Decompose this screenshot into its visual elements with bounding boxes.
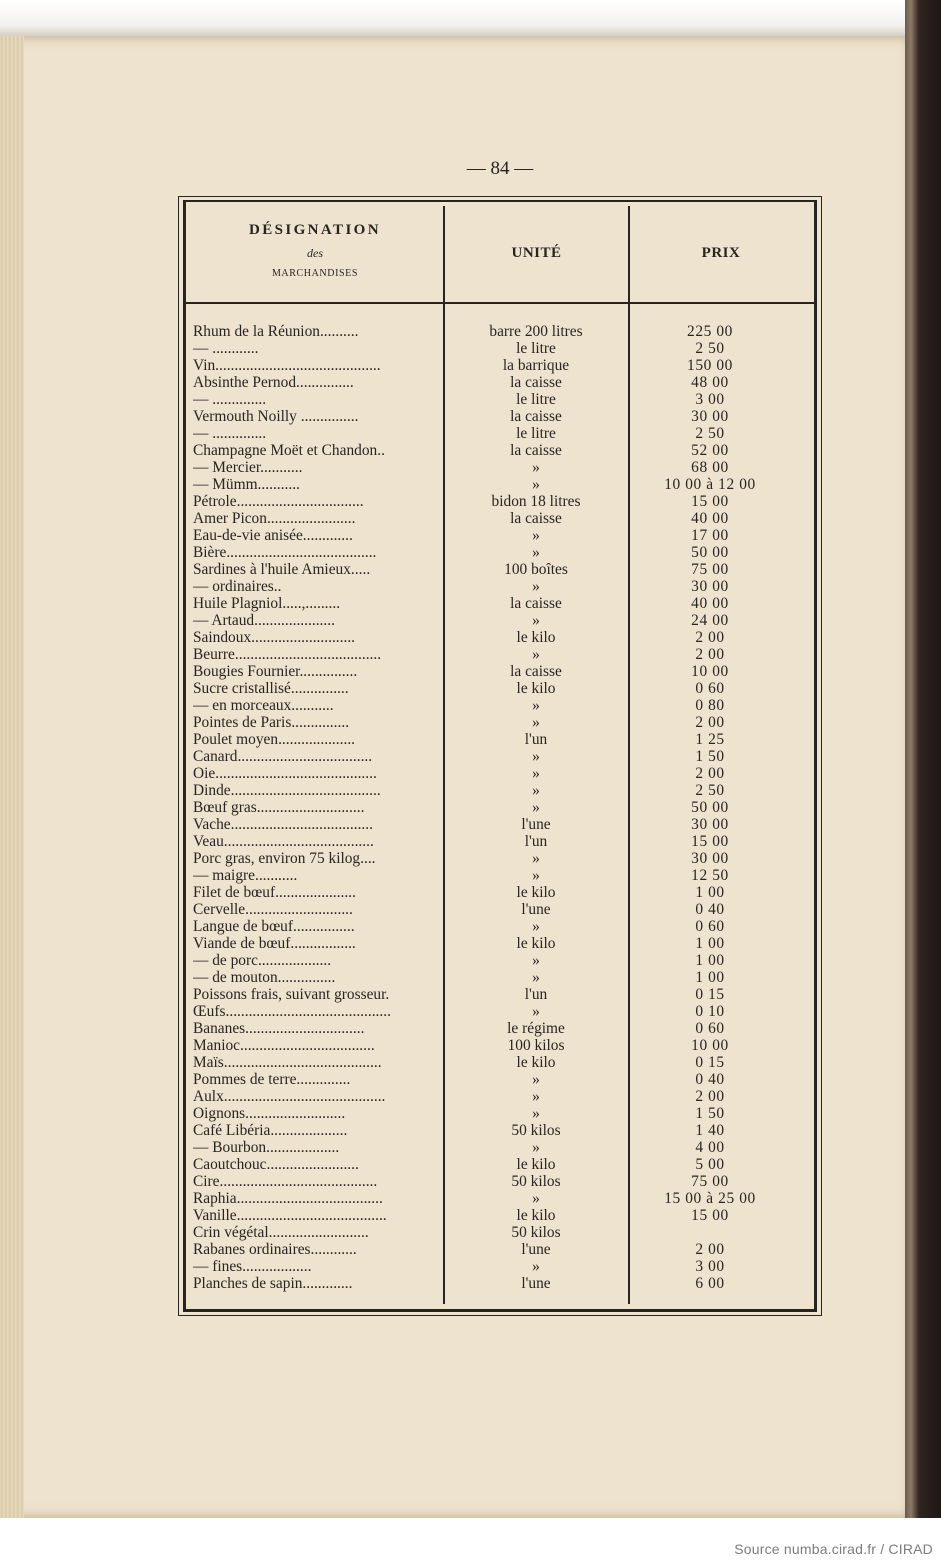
merchandise-name: — Mümm........... — [193, 476, 300, 493]
merchandise-name: Raphia...................................... — [193, 1190, 383, 1207]
merchandise-price: 2 00 — [695, 765, 725, 782]
table-row — [190, 357, 810, 374]
merchandise-name: Aulx.......................................... — [193, 1088, 386, 1105]
merchandise-price: 10 00 — [691, 1037, 729, 1054]
merchandise-name: Crin végétal.......................... — [193, 1224, 369, 1241]
table-row — [190, 493, 810, 510]
table-row — [190, 595, 810, 612]
table-row — [190, 527, 810, 544]
table-row — [190, 1105, 810, 1122]
table-row — [190, 1275, 810, 1292]
merchandise-unit: » — [532, 612, 540, 629]
merchandise-unit: l'une — [521, 1275, 551, 1292]
merchandise-unit: » — [532, 1003, 540, 1020]
table-row — [190, 765, 810, 782]
merchandise-name: Vin........................................... — [193, 357, 381, 374]
merchandise-price: 30 00 — [691, 850, 729, 867]
table-row — [190, 1173, 810, 1190]
merchandise-price: 15 00 — [691, 833, 729, 850]
merchandise-unit: » — [532, 459, 540, 476]
table-row — [190, 374, 810, 391]
merchandise-price: 75 00 — [691, 561, 729, 578]
merchandise-unit: » — [532, 1190, 540, 1207]
merchandise-price: 1 50 — [695, 1105, 725, 1122]
merchandise-name: — ............ — [193, 340, 259, 357]
table-row — [190, 391, 810, 408]
merchandise-name: Bière....................................... — [193, 544, 377, 561]
merchandise-price: 2 50 — [695, 340, 725, 357]
merchandise-name: Pointes de Paris............... — [193, 714, 350, 731]
merchandise-name: — maigre........... — [193, 867, 298, 884]
book-binding-edge — [905, 0, 941, 1566]
merchandise-unit: » — [532, 578, 540, 595]
merchandise-name: Planches de sapin............. — [193, 1275, 353, 1292]
merchandise-price: 225 00 — [687, 323, 733, 340]
merchandise-unit: » — [532, 1258, 540, 1275]
table-row — [190, 1156, 810, 1173]
merchandise-unit: » — [532, 799, 540, 816]
table-row — [190, 867, 810, 884]
merchandise-unit: 50 kilos — [511, 1122, 561, 1139]
merchandise-price: 75 00 — [691, 1173, 729, 1190]
merchandise-unit: » — [532, 1139, 540, 1156]
merchandise-price: 0 80 — [695, 697, 725, 714]
merchandise-price: 50 00 — [691, 544, 729, 561]
merchandise-unit: » — [532, 969, 540, 986]
table-row — [190, 969, 810, 986]
merchandise-name: — en morceaux........... — [193, 697, 334, 714]
merchandise-price: 0 15 — [695, 986, 725, 1003]
merchandise-price: 30 00 — [691, 816, 729, 833]
merchandise-name: Amer Picon....................... — [193, 510, 356, 527]
merchandise-price: 2 00 — [695, 629, 725, 646]
merchandise-unit: 50 kilos — [511, 1224, 561, 1241]
table-row — [190, 884, 810, 901]
table-row — [190, 1037, 810, 1054]
merchandise-name: Rhum de la Réunion.......... — [193, 323, 359, 340]
merchandise-name: Pétrole................................. — [193, 493, 364, 510]
merchandise-unit: le kilo — [516, 1207, 556, 1224]
merchandise-name: — .............. — [193, 425, 267, 442]
table-row — [190, 731, 810, 748]
merchandise-unit: le kilo — [516, 935, 556, 952]
merchandise-price: 1 40 — [695, 1122, 725, 1139]
merchandise-name: Cire......................................... — [193, 1173, 378, 1190]
merchandise-name: Caoutchouc........................ — [193, 1156, 359, 1173]
merchandise-unit: la caisse — [510, 374, 562, 391]
merchandise-name: — de porc................... — [193, 952, 332, 969]
table-row — [190, 833, 810, 850]
merchandise-unit: » — [532, 1071, 540, 1088]
table-row — [190, 544, 810, 561]
merchandise-unit: » — [532, 527, 540, 544]
table-row — [190, 323, 810, 340]
merchandise-price: 30 00 — [691, 578, 729, 595]
merchandise-unit: » — [532, 765, 540, 782]
merchandise-unit: la caisse — [510, 595, 562, 612]
merchandise-name: Vermouth Noilly ............... — [193, 408, 359, 425]
merchandise-name: Saindoux........................... — [193, 629, 356, 646]
merchandise-unit: la caisse — [510, 663, 562, 680]
merchandise-unit: la caisse — [510, 442, 562, 459]
table-row — [190, 476, 810, 493]
table-row — [190, 408, 810, 425]
merchandise-price: 2 50 — [695, 782, 725, 799]
merchandise-name: Sucre cristallisé............... — [193, 680, 349, 697]
table-row — [190, 340, 810, 357]
merchandise-price: 3 00 — [695, 1258, 725, 1275]
merchandise-unit: » — [532, 850, 540, 867]
table-row — [190, 1190, 810, 1207]
merchandise-unit: l'un — [524, 731, 548, 748]
table-row — [190, 816, 810, 833]
merchandise-unit: bidon 18 litres — [491, 493, 581, 510]
scanner-top-margin — [0, 0, 941, 40]
table-row — [190, 986, 810, 1003]
table-row — [190, 799, 810, 816]
merchandise-name: Porc gras, environ 75 kilog.... — [193, 850, 376, 867]
merchandise-price: 4 00 — [695, 1139, 725, 1156]
merchandise-name: Bougies Fournier............... — [193, 663, 358, 680]
merchandise-name: Absinthe Pernod............... — [193, 374, 354, 391]
merchandise-name: Langue de bœuf................ — [193, 918, 355, 935]
merchandise-price: 0 10 — [695, 1003, 725, 1020]
table-row — [190, 1207, 810, 1224]
merchandise-unit: le kilo — [516, 1054, 556, 1071]
merchandise-price: 17 00 — [691, 527, 729, 544]
table-row — [190, 425, 810, 442]
header-marchandises: MARCHANDISES — [271, 268, 359, 279]
merchandise-unit: » — [532, 714, 540, 731]
merchandise-name: Rabanes ordinaires............ — [193, 1241, 357, 1258]
table-row — [190, 1003, 810, 1020]
merchandise-name: Sardines à l'huile Amieux..... — [193, 561, 371, 578]
table-row — [190, 680, 810, 697]
merchandise-name: — de mouton............... — [193, 969, 336, 986]
merchandise-unit: l'une — [521, 1241, 551, 1258]
merchandise-price: 50 00 — [691, 799, 729, 816]
merchandise-unit: l'un — [524, 833, 548, 850]
merchandise-unit: » — [532, 646, 540, 663]
merchandise-unit: le litre — [516, 340, 556, 357]
merchandise-price: 52 00 — [691, 442, 729, 459]
merchandise-unit: l'une — [521, 901, 551, 918]
merchandise-name: Canard................................... — [193, 748, 373, 765]
merchandise-price: 1 00 — [695, 969, 725, 986]
merchandise-unit: le litre — [516, 391, 556, 408]
table-row — [190, 782, 810, 799]
merchandise-price: 0 40 — [695, 1071, 725, 1088]
merchandise-price: 0 40 — [695, 901, 725, 918]
table-row — [190, 663, 810, 680]
table-row — [190, 1122, 810, 1139]
merchandise-unit: 50 kilos — [511, 1173, 561, 1190]
merchandise-name: Maïs......................................... — [193, 1054, 382, 1071]
table-row — [190, 442, 810, 459]
merchandise-name: Huile Plagniol.....,......... — [193, 595, 341, 612]
header-designation: DÉSIGNATION — [249, 222, 381, 238]
merchandise-name: Oignons.......................... — [193, 1105, 346, 1122]
table-row — [190, 1071, 810, 1088]
merchandise-name: — Bourbon................... — [193, 1139, 340, 1156]
merchandise-unit: » — [532, 697, 540, 714]
merchandise-price: 0 60 — [695, 1020, 725, 1037]
merchandise-price: 1 00 — [695, 935, 725, 952]
merchandise-name: Beurre...................................... — [193, 646, 382, 663]
merchandise-name: Poulet moyen.................... — [193, 731, 356, 748]
table-row — [190, 629, 810, 646]
price-table-body — [190, 323, 810, 1292]
merchandise-name: Poissons frais, suivant grosseur. — [193, 986, 390, 1003]
merchandise-price: 2 00 — [695, 1241, 725, 1258]
merchandise-unit: » — [532, 918, 540, 935]
merchandise-price: 2 50 — [695, 425, 725, 442]
merchandise-unit: la caisse — [510, 510, 562, 527]
merchandise-price: 24 00 — [691, 612, 729, 629]
table-row — [190, 901, 810, 918]
merchandise-name: — ordinaires.. — [193, 578, 282, 595]
header-des: des — [307, 246, 323, 260]
table-row — [190, 1258, 810, 1275]
merchandise-price: 15 00 à 25 00 — [664, 1190, 756, 1207]
table-row — [190, 850, 810, 867]
merchandise-price: 150 00 — [687, 357, 733, 374]
table-row — [190, 935, 810, 952]
table-row — [190, 697, 810, 714]
merchandise-price: 5 00 — [695, 1156, 725, 1173]
merchandise-unit: » — [532, 544, 540, 561]
merchandise-unit: la barrique — [502, 357, 570, 374]
merchandise-price: 10 00 à 12 00 — [664, 476, 756, 493]
merchandise-price: 0 60 — [695, 680, 725, 697]
merchandise-unit: l'une — [521, 816, 551, 833]
merchandise-name: Manioc................................... — [193, 1037, 375, 1054]
merchandise-price: 10 00 — [691, 663, 729, 680]
table-row — [190, 578, 810, 595]
table-row — [190, 1241, 810, 1258]
merchandise-name: Dinde....................................... — [193, 782, 381, 799]
merchandise-price: 15 00 — [691, 1207, 729, 1224]
merchandise-price: 48 00 — [691, 374, 729, 391]
header-divider — [186, 302, 814, 304]
table-row — [190, 952, 810, 969]
table-row — [190, 561, 810, 578]
merchandise-name: — .............. — [193, 391, 267, 408]
merchandise-price: 6 00 — [695, 1275, 725, 1292]
merchandise-name: Eau-de-vie anisée............. — [193, 527, 353, 544]
merchandise-price: 1 00 — [695, 884, 725, 901]
table-row — [190, 1088, 810, 1105]
merchandise-price: 12 50 — [691, 867, 729, 884]
merchandise-name: Œufs........................................... — [193, 1003, 391, 1020]
merchandise-unit: le kilo — [516, 680, 556, 697]
merchandise-unit: » — [532, 1105, 540, 1122]
merchandise-unit: le régime — [507, 1020, 565, 1037]
table-row — [190, 1224, 810, 1241]
merchandise-name: Pommes de terre.............. — [193, 1071, 351, 1088]
merchandise-unit: » — [532, 952, 540, 969]
merchandise-unit: le kilo — [516, 629, 556, 646]
merchandise-name: Café Libéria.................... — [193, 1122, 348, 1139]
merchandise-unit: » — [532, 867, 540, 884]
merchandise-unit: » — [532, 1088, 540, 1105]
merchandise-name: Veau....................................... — [193, 833, 374, 850]
merchandise-price: 2 00 — [695, 714, 725, 731]
merchandise-price: 0 15 — [695, 1054, 725, 1071]
merchandise-unit: la caisse — [510, 408, 562, 425]
merchandise-unit: 100 boîtes — [504, 561, 568, 578]
merchandise-name: — Mercier........... — [193, 459, 303, 476]
table-row — [190, 714, 810, 731]
merchandise-name: — fines.................. — [193, 1258, 312, 1275]
merchandise-price: 30 00 — [691, 408, 729, 425]
merchandise-price: 2 00 — [695, 1088, 725, 1105]
table-row — [190, 612, 810, 629]
merchandise-price: 15 00 — [691, 493, 729, 510]
header-unit: UNITÉ — [511, 245, 562, 261]
merchandise-price: 1 25 — [695, 731, 725, 748]
table-row — [190, 748, 810, 765]
merchandise-name: Bananes............................... — [193, 1020, 365, 1037]
merchandise-name: — Artaud..................... — [193, 612, 335, 629]
merchandise-price: 2 00 — [695, 646, 725, 663]
table-row — [190, 459, 810, 476]
merchandise-unit: l'un — [524, 986, 548, 1003]
merchandise-name: Vanille....................................... — [193, 1207, 387, 1224]
page-number: — 84 — — [466, 158, 534, 179]
table-row — [190, 1020, 810, 1037]
merchandise-price: 68 00 — [691, 459, 729, 476]
merchandise-unit: » — [532, 476, 540, 493]
merchandise-price: 40 00 — [691, 595, 729, 612]
merchandise-unit: le kilo — [516, 884, 556, 901]
merchandise-price: 1 50 — [695, 748, 725, 765]
merchandise-unit: » — [532, 748, 540, 765]
merchandise-name: Vache..................................... — [193, 816, 373, 833]
merchandise-price: 1 00 — [695, 952, 725, 969]
merchandise-price: 40 00 — [691, 510, 729, 527]
table-row — [190, 918, 810, 935]
merchandise-name: Bœuf gras............................ — [193, 799, 365, 816]
merchandise-unit: le litre — [516, 425, 556, 442]
merchandise-unit: 100 kilos — [507, 1037, 565, 1054]
merchandise-unit: barre 200 litres — [489, 323, 583, 340]
merchandise-unit: le kilo — [516, 1156, 556, 1173]
merchandise-name: Champagne Moët et Chandon.. — [193, 442, 385, 459]
merchandise-price: 0 60 — [695, 918, 725, 935]
table-row — [190, 646, 810, 663]
table-row — [190, 1139, 810, 1156]
merchandise-name: Filet de bœuf..................... — [193, 884, 356, 901]
source-credit: Source numba.cirad.fr / CIRAD — [734, 1541, 933, 1557]
table-row — [190, 510, 810, 527]
merchandise-unit: » — [532, 782, 540, 799]
table-row — [190, 1054, 810, 1071]
merchandise-price: 3 00 — [695, 391, 725, 408]
merchandise-name: Viande de bœuf................. — [193, 935, 356, 952]
merchandise-name: Oie.......................................... — [193, 765, 377, 782]
merchandise-name: Cervelle............................ — [193, 901, 353, 918]
page-stack-edge — [0, 36, 24, 1518]
header-price: PRIX — [701, 245, 741, 261]
